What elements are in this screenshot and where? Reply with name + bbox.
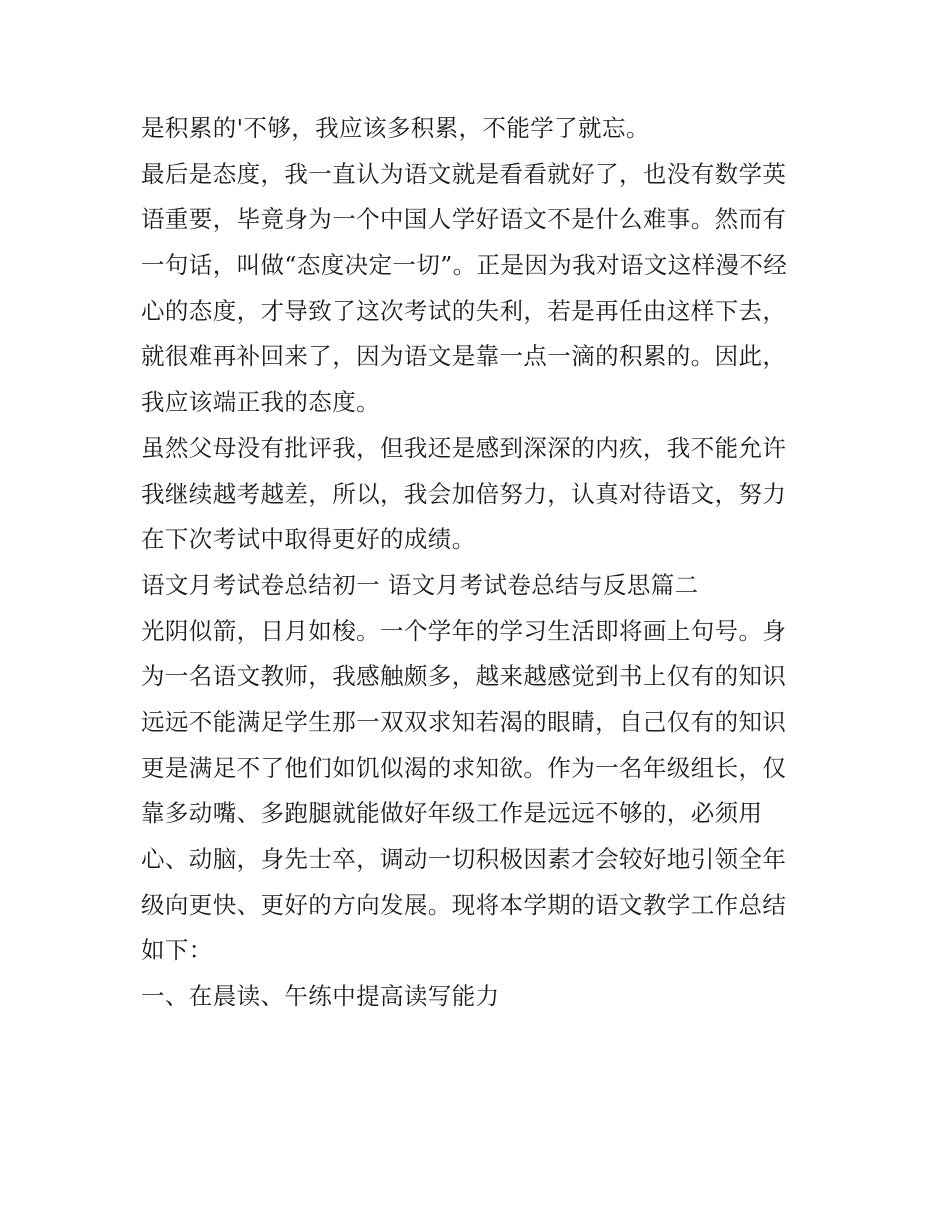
text-line: 一句话，叫做“态度决定一切”。正是因为我对语文这样漫不经 bbox=[141, 251, 788, 280]
text-line: 在下次考试中取得更好的成绩。 bbox=[141, 525, 476, 554]
text-line: 心、动脑，身先士卒，调动一切积极因素才会较好地引领全年 bbox=[141, 845, 787, 873]
text-line: 靠多动嘴、多跑腿就能做好年级工作是远远不够的，必须用 bbox=[141, 799, 763, 828]
text-line: 光阴似箭，日月如梭。一个学年的学习生活即将画上句号。身 bbox=[141, 616, 787, 645]
text-line: 最后是态度，我一直认为语文就是看看就好了，也没有数学英 bbox=[141, 159, 787, 188]
text-line: 更是满足不了他们如饥似渴的求知欲。作为一名年级组长，仅 bbox=[141, 753, 787, 782]
text-line: 远远不能满足学生那一双双求知若渴的眼睛，自己仅有的知识 bbox=[141, 707, 787, 736]
text-line: 是积累的'不够，我应该多积累，不能学了就忘。 bbox=[141, 114, 650, 142]
text-line: 级向更快、更好的方向发展。现将本学期的语文教学工作总结 bbox=[141, 890, 787, 919]
document-body bbox=[141, 106, 821, 1020]
text-line: 如下： bbox=[141, 936, 213, 965]
text-line: 语重要，毕竟身为一个中国人学好语文不是什么难事。然而有 bbox=[141, 205, 787, 234]
text-line: 为一名语文教师，我感触颇多，越来越感觉到书上仅有的知识 bbox=[141, 662, 787, 691]
text-line: 就很难再补回来了，因为语文是靠一点一滴的积累的。因此， bbox=[141, 342, 787, 371]
text-line: 我继续越考越差，所以，我会加倍努力，认真对待语文，努力 bbox=[141, 479, 787, 508]
text-line: 我应该端正我的态度。 bbox=[141, 388, 380, 417]
text-line: 虽然父母没有批评我，但我还是感到深深的内疚，我不能允许 bbox=[141, 433, 787, 462]
subsection-heading: 一、在晨读、午练中提高读写能力 bbox=[141, 982, 500, 1011]
text-line: 心的态度，才导致了这次考试的失利，若是再任由这样下去， bbox=[141, 296, 787, 325]
section-heading: 语文月考试卷总结初一 语文月考试卷总结与反思篇二 bbox=[141, 570, 699, 599]
